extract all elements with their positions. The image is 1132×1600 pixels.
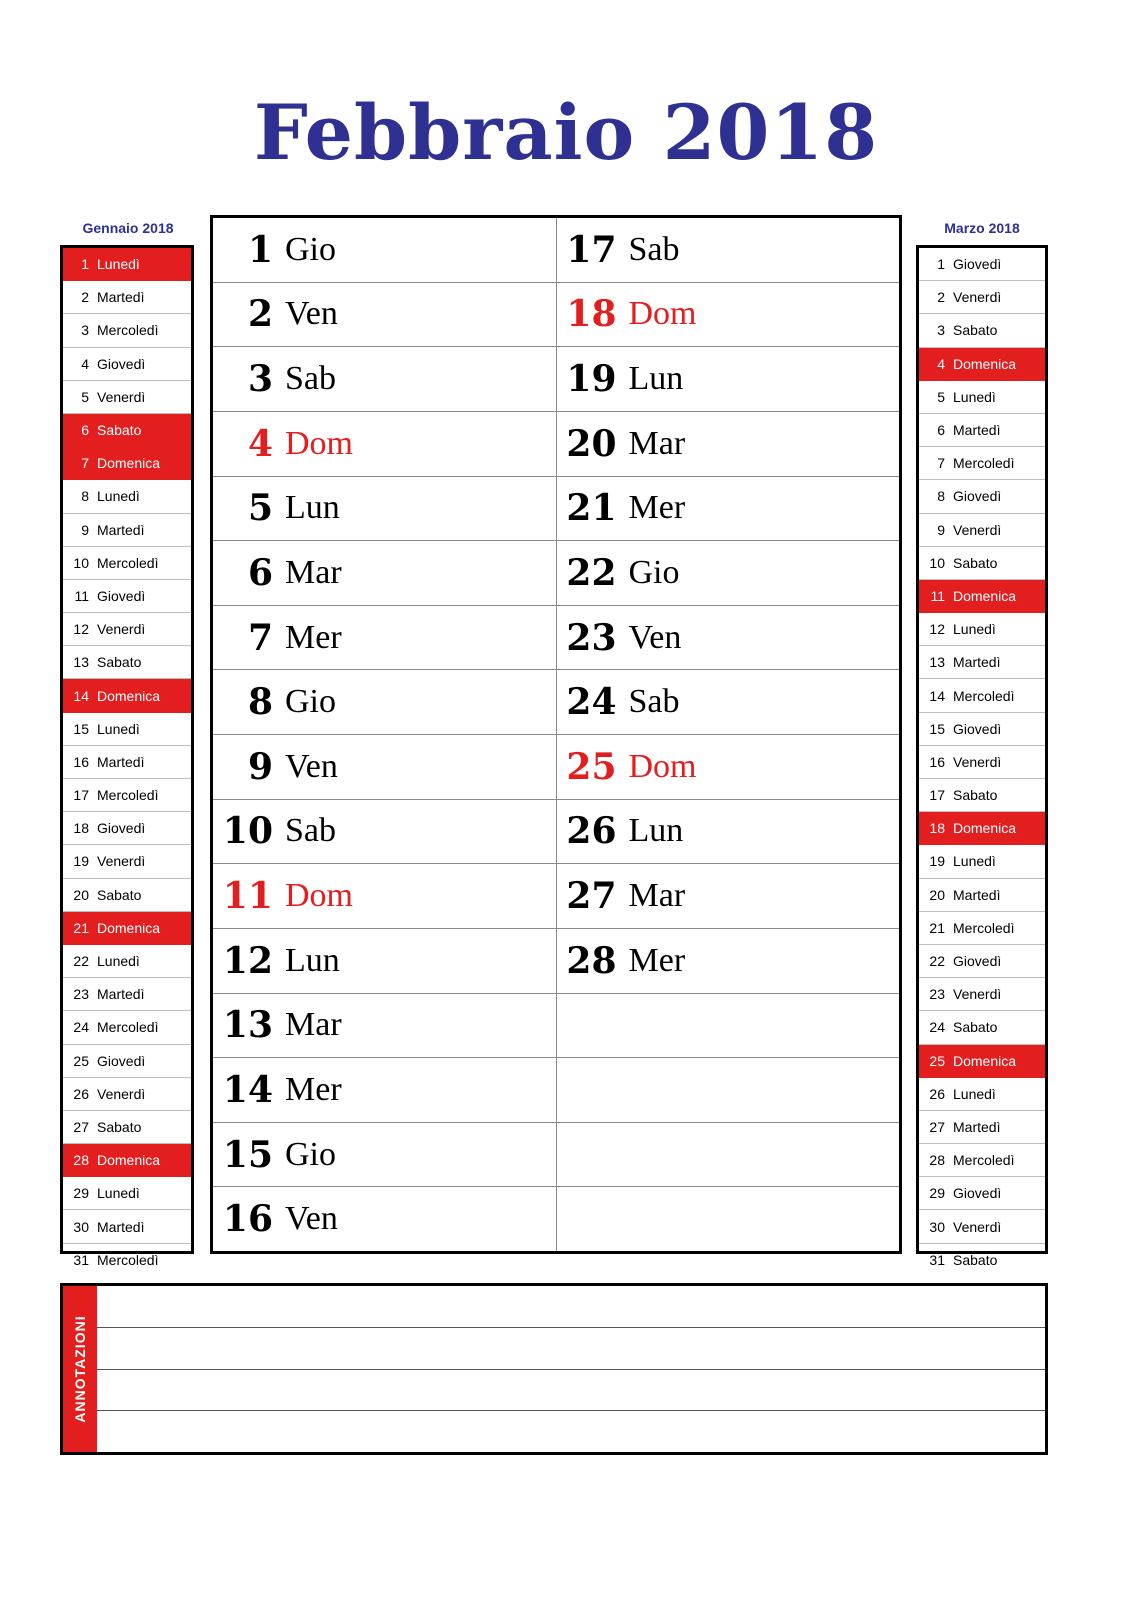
mini-day-name: Venerdì	[953, 986, 1002, 1003]
day-cell[interactable]	[557, 670, 900, 735]
mini-day-name: Giovedì	[953, 488, 1002, 505]
right-mini-calendar	[916, 245, 1048, 1269]
mini-day-name: Domenica	[953, 1052, 1017, 1069]
day-name: Ven	[628, 618, 682, 656]
mini-day-name: Giovedì	[953, 720, 1002, 737]
day-cell[interactable]	[213, 347, 556, 412]
mini-day-name: Mercoledì	[97, 1252, 159, 1269]
mini-day-name: Martedì	[97, 753, 145, 770]
mini-day-number: 11	[930, 587, 945, 604]
mini-calendar-row	[919, 945, 1045, 978]
mini-calendar-row	[63, 1144, 191, 1177]
mini-day-number: 12	[73, 621, 89, 638]
mini-day-number: 2	[937, 289, 945, 306]
mini-day-name: Giovedì	[97, 820, 146, 837]
mini-calendar-row	[919, 1045, 1045, 1078]
day-name: Dom	[285, 424, 353, 462]
mini-calendar-row	[63, 845, 191, 878]
day-number: 16	[222, 1198, 273, 1241]
mini-day-number: 28	[929, 1152, 945, 1169]
mini-day-name: Domenica	[97, 687, 161, 704]
main-calendar-left-column	[213, 218, 556, 1251]
mini-day-name: Lunedì	[97, 720, 140, 737]
day-number: 6	[247, 551, 273, 594]
mini-calendar-row	[919, 480, 1045, 513]
mini-calendar-row	[919, 314, 1045, 347]
day-name: Mer	[285, 618, 342, 656]
mini-day-number: 1	[937, 256, 945, 273]
mini-day-name: Sabato	[953, 1252, 998, 1269]
mini-day-number: 23	[929, 986, 945, 1003]
mini-calendar-row	[63, 547, 191, 580]
mini-day-number: 30	[929, 1218, 945, 1235]
day-cell[interactable]	[213, 1123, 556, 1188]
mini-day-name: Venerdì	[97, 621, 146, 638]
day-name: Mer	[628, 489, 686, 527]
mini-calendar-row	[919, 1011, 1045, 1044]
day-name: Gio	[285, 1135, 336, 1173]
day-number: 11	[222, 875, 273, 918]
mini-day-number: 16	[929, 753, 945, 770]
mini-calendar-row	[63, 978, 191, 1011]
mini-calendar-row	[63, 679, 191, 712]
day-name: Lun	[628, 360, 684, 398]
mini-calendar-row	[919, 912, 1045, 945]
mini-calendar-row	[63, 314, 191, 347]
day-cell[interactable]	[557, 994, 900, 1059]
mini-day-number: 31	[929, 1252, 945, 1269]
mini-day-number: 6	[937, 422, 945, 439]
mini-day-name: Lunedì	[953, 388, 996, 405]
mini-day-number: 17	[929, 787, 945, 804]
day-number: 22	[566, 551, 617, 594]
mini-day-name: Sabato	[97, 886, 142, 903]
day-name: Mer	[285, 1070, 342, 1108]
day-cell[interactable]	[557, 1187, 900, 1251]
mini-day-number: 19	[929, 853, 945, 870]
mini-day-number: 15	[929, 720, 945, 737]
day-name: Lun	[285, 941, 340, 979]
notes-tab	[63, 1286, 97, 1452]
mini-day-name: Martedì	[953, 422, 1001, 439]
mini-calendar-row	[63, 447, 191, 480]
day-name: Dom	[285, 877, 353, 915]
day-cell[interactable]	[557, 412, 900, 477]
mini-day-name: Giovedì	[97, 355, 146, 372]
mini-day-name: Domenica	[953, 355, 1017, 372]
day-name: Sab	[628, 230, 680, 268]
day-number: 3	[247, 358, 273, 401]
mini-calendar-row	[919, 1078, 1045, 1111]
mini-day-number: 11	[74, 587, 89, 604]
mini-calendar-row	[63, 613, 191, 646]
day-number: 26	[566, 810, 617, 853]
day-number: 9	[247, 745, 273, 788]
mini-day-number: 27	[929, 1118, 945, 1135]
mini-calendar-row	[63, 1177, 191, 1210]
day-cell[interactable]	[213, 929, 556, 994]
mini-day-number: 4	[937, 355, 945, 372]
day-cell[interactable]	[557, 477, 900, 542]
mini-day-number: 9	[937, 521, 945, 538]
mini-day-number: 5	[937, 388, 945, 405]
day-name: Sab	[285, 812, 336, 850]
day-number: 19	[566, 358, 617, 401]
day-number: 12	[222, 939, 273, 982]
mini-calendar-row	[63, 1210, 191, 1243]
mini-day-number: 3	[81, 322, 89, 339]
mini-day-number: 25	[73, 1052, 89, 1069]
mini-calendar-row	[63, 912, 191, 945]
mini-day-number: 13	[73, 654, 89, 671]
day-number: 15	[222, 1133, 273, 1176]
mini-calendar-row	[919, 779, 1045, 812]
day-name: Gio	[628, 553, 680, 591]
day-name: Ven	[285, 1200, 338, 1238]
day-cell[interactable]	[557, 1123, 900, 1188]
day-cell[interactable]	[213, 1187, 556, 1251]
day-number: 25	[566, 745, 617, 788]
day-name: Mar	[285, 553, 342, 591]
mini-calendar-row	[919, 812, 1045, 845]
day-name: Lun	[285, 489, 340, 527]
day-cell[interactable]	[213, 412, 556, 477]
mini-day-name: Sabato	[97, 1118, 142, 1135]
day-number: 27	[566, 875, 617, 918]
mini-calendar-row	[63, 580, 191, 613]
day-cell[interactable]	[557, 1058, 900, 1123]
day-cell[interactable]	[557, 347, 900, 412]
mini-calendar-row	[63, 514, 191, 547]
mini-day-number: 9	[81, 521, 89, 538]
mini-day-name: Venerdì	[953, 521, 1002, 538]
mini-day-number: 5	[81, 388, 89, 405]
mini-day-name: Martedì	[97, 521, 145, 538]
mini-day-name: Giovedì	[953, 953, 1002, 970]
mini-day-number: 29	[929, 1185, 945, 1202]
mini-calendar-row	[919, 580, 1045, 613]
mini-calendar-row	[63, 248, 191, 281]
day-name: Mar	[628, 877, 686, 915]
mini-day-name: Lunedì	[953, 621, 996, 638]
mini-day-name: Giovedì	[953, 1185, 1002, 1202]
mini-day-number: 20	[73, 886, 89, 903]
mini-day-name: Mercoledì	[97, 1019, 159, 1036]
mini-day-number: 19	[73, 853, 89, 870]
mini-day-name: Lunedì	[97, 256, 140, 273]
mini-calendar-row	[63, 646, 191, 679]
day-cell[interactable]	[557, 929, 900, 994]
mini-day-name: Mercoledì	[953, 919, 1015, 936]
mini-day-name: Sabato	[953, 787, 998, 804]
mini-day-name: Venerdì	[953, 1218, 1002, 1235]
mini-day-name: Giovedì	[97, 587, 146, 604]
day-number: 8	[247, 681, 273, 724]
mini-day-number: 2	[81, 289, 89, 306]
left-calendar-label: Gennaio 2018	[82, 220, 174, 236]
mini-calendar-row	[63, 945, 191, 978]
mini-day-name: Mercoledì	[97, 322, 159, 339]
day-name: Mar	[628, 424, 686, 462]
mini-day-number: 17	[73, 787, 89, 804]
day-cell[interactable]	[557, 218, 900, 283]
day-name: Gio	[285, 230, 336, 268]
mini-day-number: 31	[73, 1252, 89, 1269]
mini-day-name: Martedì	[97, 289, 145, 306]
mini-day-number: 7	[81, 455, 89, 472]
mini-day-name: Venerdì	[953, 289, 1002, 306]
mini-day-number: 23	[73, 986, 89, 1003]
day-cell[interactable]	[213, 800, 556, 865]
mini-day-name: Mercoledì	[953, 687, 1015, 704]
mini-calendar-row	[63, 779, 191, 812]
day-cell[interactable]	[213, 541, 556, 606]
mini-day-name: Domenica	[953, 587, 1017, 604]
day-cell[interactable]	[213, 606, 556, 671]
mini-calendar-row	[63, 1045, 191, 1078]
day-number: 10	[222, 810, 273, 853]
mini-calendar-row	[63, 414, 191, 447]
day-number: 13	[222, 1004, 273, 1047]
mini-day-number: 27	[73, 1118, 89, 1135]
day-cell[interactable]	[213, 218, 556, 283]
mini-day-name: Martedì	[953, 886, 1001, 903]
mini-day-name: Mercoledì	[97, 554, 159, 571]
mini-day-number: 22	[73, 953, 89, 970]
mini-day-name: Sabato	[953, 322, 998, 339]
mini-day-name: Sabato	[97, 654, 142, 671]
day-name: Mer	[628, 941, 686, 979]
day-number: 20	[566, 422, 617, 465]
mini-day-name: Domenica	[97, 455, 161, 472]
notes-label: ANNOTAZIONI	[72, 1315, 88, 1423]
mini-day-number: 18	[929, 820, 945, 837]
mini-day-name: Domenica	[97, 919, 161, 936]
mini-calendar-row	[919, 248, 1045, 281]
mini-day-number: 3	[937, 322, 945, 339]
day-cell[interactable]	[557, 283, 900, 348]
mini-calendar-row	[919, 1177, 1045, 1210]
day-cell[interactable]	[213, 477, 556, 542]
mini-day-number: 8	[81, 488, 89, 505]
mini-calendar-row	[919, 1210, 1045, 1243]
mini-calendar-row	[63, 281, 191, 314]
mini-day-number: 21	[929, 919, 945, 936]
mini-day-number: 25	[929, 1052, 945, 1069]
day-number: 17	[566, 228, 617, 271]
mini-calendar-row	[919, 348, 1045, 381]
mini-day-name: Lunedì	[97, 953, 140, 970]
day-number: 5	[247, 487, 273, 530]
day-name: Lun	[628, 812, 684, 850]
mini-calendar-row	[63, 1244, 191, 1277]
mini-day-name: Lunedì	[953, 853, 996, 870]
mini-calendar-row	[919, 845, 1045, 878]
notes-area	[60, 1283, 1048, 1455]
mini-day-name: Lunedì	[97, 488, 140, 505]
mini-day-number: 7	[937, 455, 945, 472]
mini-day-number: 24	[929, 1019, 945, 1036]
mini-calendar-row	[63, 1011, 191, 1044]
mini-day-number: 18	[73, 820, 89, 837]
mini-day-number: 16	[73, 753, 89, 770]
day-number: 18	[566, 293, 617, 336]
mini-day-name: Martedì	[97, 986, 145, 1003]
left-mini-calendar	[60, 245, 194, 1269]
day-cell[interactable]	[213, 283, 556, 348]
mini-day-number: 20	[929, 886, 945, 903]
mini-calendar-row	[63, 879, 191, 912]
mini-calendar-row	[919, 646, 1045, 679]
day-name: Gio	[285, 683, 336, 721]
mini-calendar-row	[919, 879, 1045, 912]
mini-day-name: Giovedì	[953, 256, 1002, 273]
mini-calendar-row	[63, 1111, 191, 1144]
day-number: 24	[566, 681, 617, 724]
notes-line[interactable]	[97, 1370, 1045, 1412]
main-calendar	[210, 215, 902, 1254]
mini-calendar-row	[919, 978, 1045, 1011]
mini-calendar-row	[919, 414, 1045, 447]
mini-day-name: Domenica	[97, 1152, 161, 1169]
mini-day-number: 12	[929, 621, 945, 638]
mini-calendar-row	[63, 713, 191, 746]
mini-day-name: Mercoledì	[953, 455, 1015, 472]
mini-day-name: Martedì	[953, 654, 1001, 671]
mini-day-number: 26	[929, 1085, 945, 1102]
mini-calendar-row	[919, 1111, 1045, 1144]
mini-day-number: 10	[929, 554, 945, 571]
day-cell[interactable]	[557, 735, 900, 800]
mini-calendar-row	[919, 713, 1045, 746]
mini-calendar-row	[919, 281, 1045, 314]
notes-line[interactable]	[97, 1286, 1045, 1328]
day-cell[interactable]	[213, 1058, 556, 1123]
day-number: 23	[566, 616, 617, 659]
notes-line[interactable]	[97, 1411, 1045, 1452]
mini-calendar-row	[919, 1244, 1045, 1277]
mini-day-number: 13	[929, 654, 945, 671]
mini-day-number: 4	[81, 355, 89, 372]
day-cell[interactable]	[213, 994, 556, 1059]
mini-day-number: 29	[73, 1185, 89, 1202]
mini-day-name: Venerdì	[953, 753, 1002, 770]
day-number: 2	[247, 293, 273, 336]
day-number: 4	[247, 422, 273, 465]
mini-day-number: 15	[73, 720, 89, 737]
mini-day-name: Venerdì	[97, 1085, 146, 1102]
mini-day-name: Sabato	[953, 1019, 998, 1036]
mini-day-name: Martedì	[97, 1218, 145, 1235]
mini-day-name: Lunedì	[97, 1185, 140, 1202]
mini-day-name: Lunedì	[953, 1085, 996, 1102]
main-calendar-right-column	[556, 218, 900, 1251]
mini-day-number: 6	[81, 422, 89, 439]
day-name: Ven	[285, 747, 338, 785]
day-number: 28	[566, 939, 617, 982]
mini-day-name: Venerdì	[97, 388, 146, 405]
mini-calendar-row	[919, 547, 1045, 580]
mini-day-number: 26	[73, 1085, 89, 1102]
mini-calendar-row	[919, 613, 1045, 646]
day-cell[interactable]	[213, 670, 556, 735]
mini-day-name: Domenica	[953, 820, 1017, 837]
day-cell[interactable]	[557, 864, 900, 929]
day-number: 21	[566, 487, 617, 530]
mini-calendar-row	[919, 746, 1045, 779]
right-calendar-label: Marzo 2018	[944, 220, 1020, 236]
mini-calendar-row	[63, 381, 191, 414]
day-cell[interactable]	[557, 606, 900, 671]
mini-day-name: Venerdì	[97, 853, 146, 870]
mini-calendar-row	[63, 348, 191, 381]
day-cell[interactable]	[557, 800, 900, 865]
day-name: Dom	[628, 747, 697, 785]
mini-day-number: 8	[937, 488, 945, 505]
mini-calendar-row	[919, 679, 1045, 712]
page-title: Febbraio 2018	[253, 88, 879, 177]
mini-calendar-row	[63, 480, 191, 513]
mini-calendar-row	[919, 1144, 1045, 1177]
day-name: Dom	[628, 295, 697, 333]
notes-line[interactable]	[97, 1328, 1045, 1370]
mini-day-number: 14	[73, 687, 89, 704]
mini-day-number: 22	[929, 953, 945, 970]
mini-day-number: 24	[73, 1019, 89, 1036]
mini-calendar-row	[63, 812, 191, 845]
mini-day-number: 14	[929, 687, 945, 704]
mini-day-name: Mercoledì	[97, 787, 159, 804]
day-number: 14	[222, 1068, 273, 1111]
notes-lines[interactable]	[97, 1286, 1045, 1452]
day-name: Sab	[628, 683, 680, 721]
day-cell[interactable]	[557, 541, 900, 606]
mini-day-number: 28	[73, 1152, 89, 1169]
day-cell[interactable]	[213, 864, 556, 929]
mini-day-number: 21	[73, 919, 89, 936]
mini-day-number: 10	[73, 554, 89, 571]
mini-day-name: Giovedì	[97, 1052, 146, 1069]
mini-calendar-row	[919, 381, 1045, 414]
day-number: 1	[247, 228, 273, 271]
day-name: Mar	[285, 1006, 342, 1044]
mini-day-name: Mercoledì	[953, 1152, 1015, 1169]
mini-day-name: Sabato	[97, 422, 142, 439]
mini-calendar-row	[919, 447, 1045, 480]
mini-calendar-row	[63, 746, 191, 779]
day-cell[interactable]	[213, 735, 556, 800]
day-name: Sab	[285, 360, 336, 398]
mini-day-name: Sabato	[953, 554, 998, 571]
mini-day-number: 1	[81, 256, 89, 273]
day-number: 7	[247, 616, 273, 659]
day-name: Ven	[285, 295, 338, 333]
mini-calendar-row	[919, 514, 1045, 547]
mini-calendar-row	[63, 1078, 191, 1111]
mini-day-name: Martedì	[953, 1118, 1001, 1135]
mini-day-number: 30	[73, 1218, 89, 1235]
